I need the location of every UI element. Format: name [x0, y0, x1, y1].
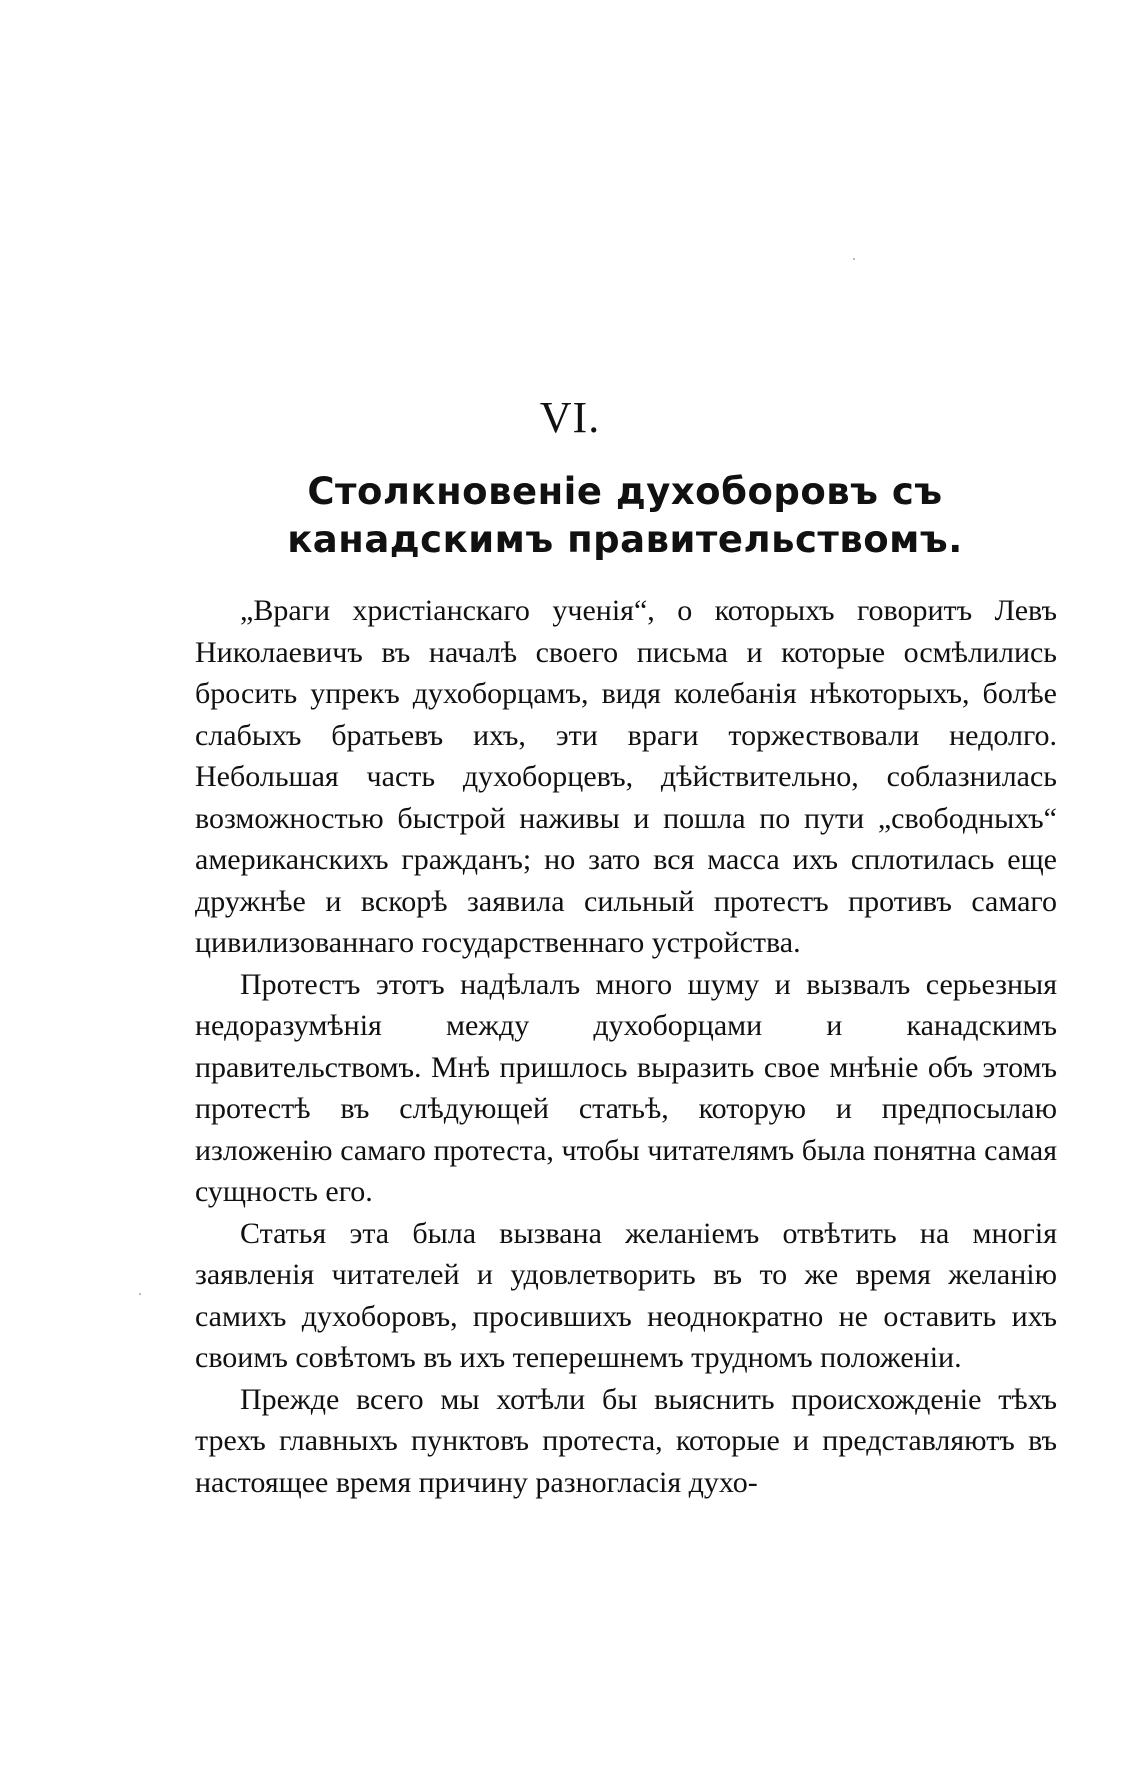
scan-speck — [853, 258, 855, 260]
paragraph: Протестъ этотъ надѣлалъ много шуму и вызвалъ серьезныя недоразумѣнія между духоборцами и канадскимъ правительствомъ. Мнѣ пришлось выразить свое мнѣніе объ этомъ протестѣ въ слѣдующей статьѣ, которую и предпосылаю изложенію самаго протеста, чтобы читателямъ была понятна самая сущность его. — [195, 967, 1057, 1208]
chapter-number: VI. — [539, 393, 601, 442]
paragraph: Статья эта была вызвана желаніемъ отвѣтить на многія заявленія читателей и удовлетворить въ то же время желанію самихъ духоборовъ, просившихъ неоднократно не оставить ихъ своимъ совѣтомъ въ ихъ теперешнемъ трудномъ положеніи. — [195, 1216, 1057, 1374]
paragraph: „Враги христіанскаго ученія“, о которыхъ говоритъ Левъ Николаевичъ въ началѣ своего письма и которые осмѣлились бросить упрекъ духоборцамъ, видя колебанія нѣкоторыхъ, болѣе слабыхъ братьевъ ихъ, эти враги торжествовали недолго. Небольшая часть духоборцевъ, дѣйствительно, соблазнилась возможностью быстрой наживы и пошла по пути „свободныхъ“ американскихъ гражданъ; но зато вся масса ихъ сплотилась еще дружнѣе и вскорѣ заявила сильный протестъ противъ самаго цивилизованнаго государственнаго устройства. — [195, 594, 1057, 959]
scan-speck — [139, 1293, 141, 1295]
paragraph: Прежде всего мы хотѣли бы выяснить происхожденіе тѣхъ трехъ главныхъ пунктовъ протеста, которые и представляютъ въ настоящее время причину разногласія духо- — [195, 1382, 1057, 1499]
body-text — [195, 590, 1057, 1503]
chapter-title: Столкновеніе духоборовъ съ канадскимъ правительствомъ. — [287, 470, 963, 561]
